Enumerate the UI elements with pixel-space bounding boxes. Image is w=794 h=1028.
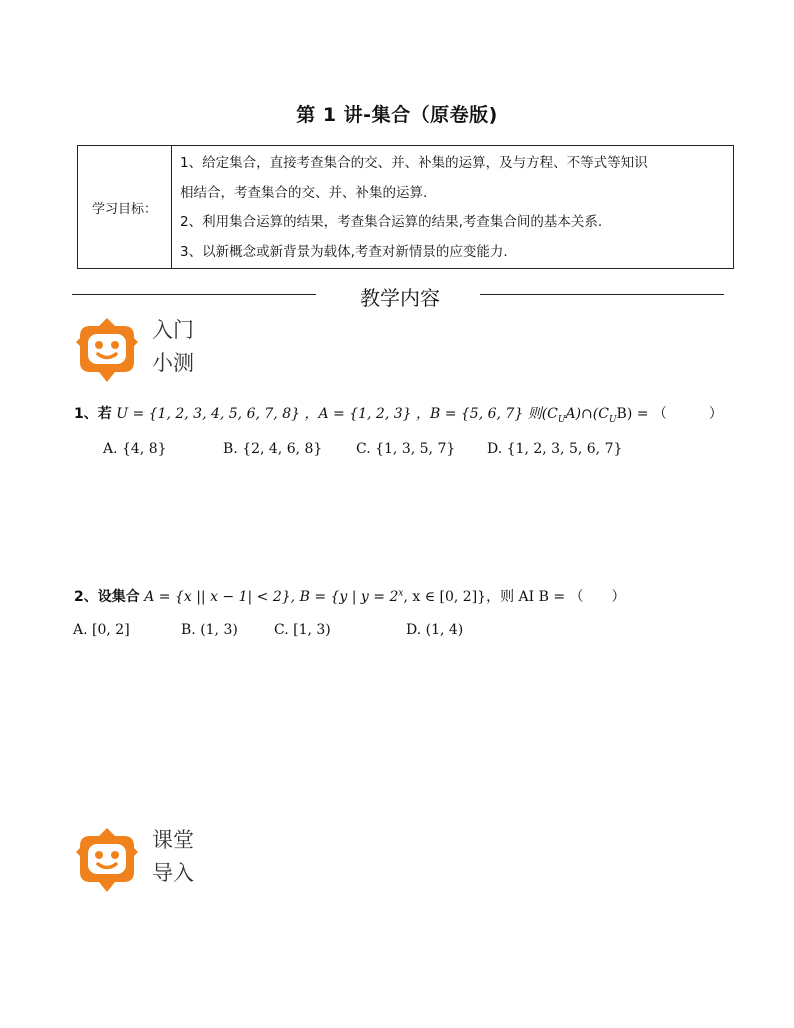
badge-class-intro: 课堂 导入 xyxy=(152,828,194,885)
goals-label: 学习目标： xyxy=(78,146,172,268)
option-d: D. {1, 2, 3, 5, 6, 7} xyxy=(487,441,623,457)
learning-goals-table xyxy=(77,145,734,269)
goals-body xyxy=(172,146,733,268)
option-d: D. (1, 4) xyxy=(406,622,464,638)
question-1-options xyxy=(0,441,794,461)
robot-mascot-icon xyxy=(74,826,140,894)
section-title: 教学内容 xyxy=(360,286,440,310)
badge-intro-quiz: 入门 小测 xyxy=(152,318,194,375)
option-b: B. {2, 4, 6, 8} xyxy=(223,441,323,457)
option-c: C. {1, 3, 5, 7} xyxy=(356,441,456,457)
question-2: 2、设集合 A = {x || x − 1| < 2}, B = {y | $y = 2^x$, x ∈ [0, 2]}，则 AI B = （ ） xyxy=(74,588,626,605)
option-a: A. [0, 2] xyxy=(73,622,130,638)
goal-line: 2、利用集合运算的结果，考查集合运算的结果,考查集合间的基本关系. xyxy=(180,214,603,230)
goal-line: 3、以新概念或新背景为载体,考查对新情景的应变能力. xyxy=(180,243,508,260)
goal-line: 相结合，考查集合的交、并、补集的运算. xyxy=(180,184,428,201)
section-rule-right xyxy=(480,294,724,295)
option-a: A. {4, 8} xyxy=(103,441,167,457)
section-rule-left xyxy=(72,294,316,295)
robot-mascot-icon xyxy=(74,316,140,384)
question-2-options xyxy=(0,622,794,642)
goal-line: 1、给定集合，直接考查集合的交、并、补集的运算，及与方程、不等式等知识 xyxy=(180,155,648,171)
option-c: C. [1, 3) xyxy=(274,622,331,638)
question-1: 1、若 U = {1, 2, 3, 4, 5, 6, 7, 8} ，A = {1, 2, 3} ，B = {5, 6, 7} 则$(C_UA)\cap(C_UB)$ = （ ） xyxy=(74,406,723,425)
page-title: 第 1 讲-集合（原卷版) xyxy=(296,104,498,126)
option-b: B. (1, 3) xyxy=(181,622,238,638)
